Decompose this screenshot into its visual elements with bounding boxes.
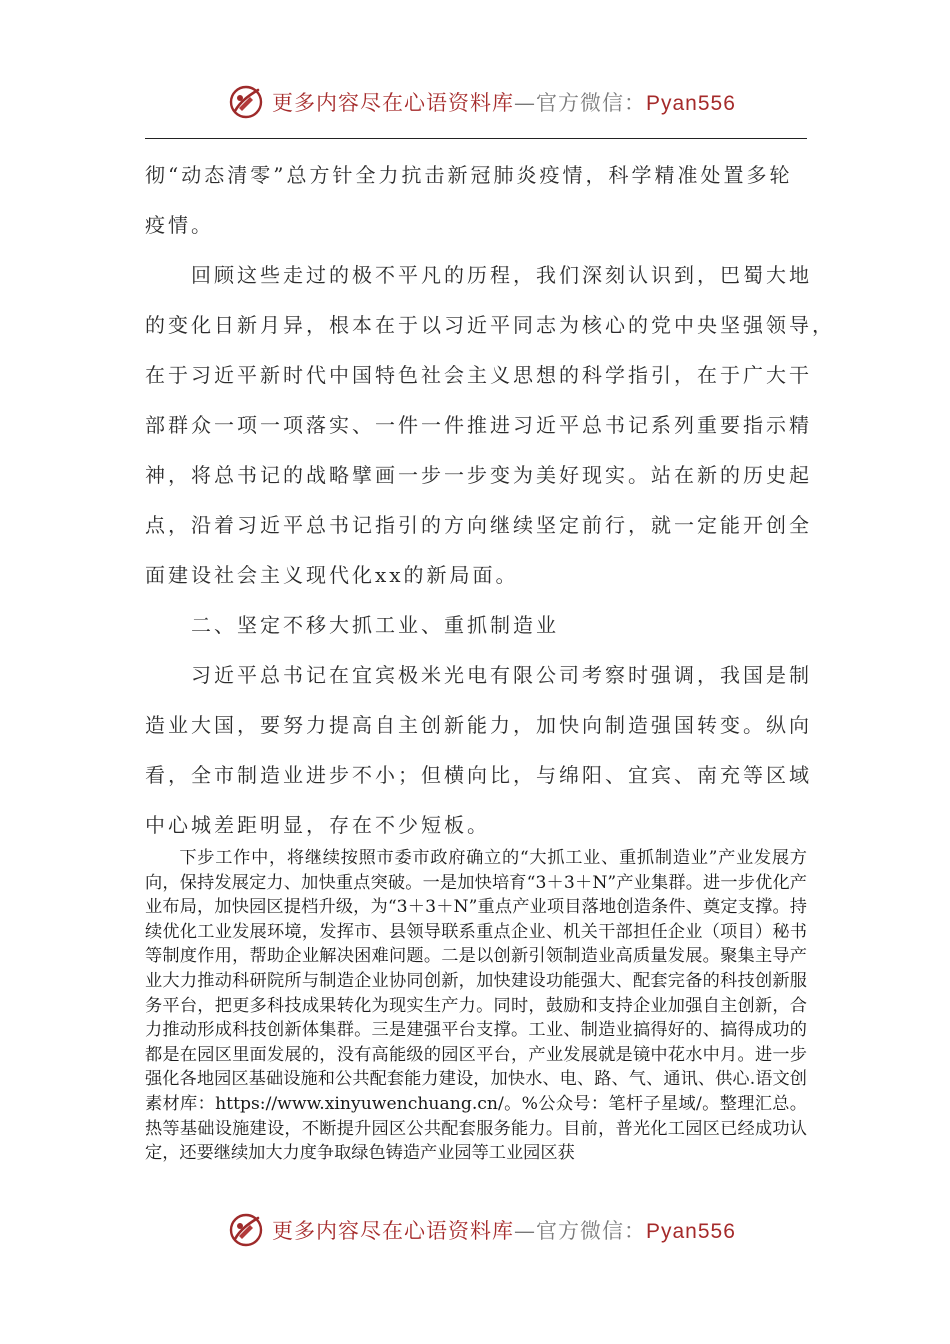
body-line: 造业大国，要努力提高自主创新能力，加快向制造强国转变。纵向: [145, 713, 812, 737]
brand-logo-icon: [228, 84, 264, 120]
header-separator: —: [514, 91, 536, 115]
header-brand: 更多内容尽在心语资料库: [272, 91, 514, 115]
body-line: 看，全市制造业进步不小；但横向比，与绵阳、宜宾、南充等区域: [145, 763, 812, 787]
body-line: 点，沿着习近平总书记指引的方向继续坚定前行，就一定能开创全: [145, 513, 812, 537]
body-line: 回顾这些走过的极不平凡的历程，我们深刻认识到，巴蜀大地: [191, 263, 812, 287]
body-line: 疫情。: [145, 213, 214, 237]
brand-logo-icon: [228, 1212, 264, 1248]
footer-wechat-id: Pyan556: [646, 1220, 736, 1243]
header-banner: [228, 82, 748, 122]
header-wechat-id: Pyan556: [646, 92, 736, 115]
footer-banner-text: [272, 1215, 736, 1245]
body-line: 中心城差距明显，存在不少短板。: [145, 813, 490, 837]
body-line: 面建设社会主义现代化xx的新局面。: [145, 563, 519, 587]
section-heading: 二、坚定不移大抓工业、重抓制造业: [191, 613, 559, 637]
body-line: 的变化日新月异，根本在于以习近平同志为核心的党中央坚强领导，: [145, 313, 835, 337]
body-line: 在于习近平新时代中国特色社会主义思想的科学指引，在于广大干: [145, 363, 812, 387]
body-line: 习近平总书记在宜宾极米光电有限公司考察时强调，我国是制: [191, 663, 812, 687]
header-banner-text: [272, 87, 736, 117]
footer-separator: —: [514, 1219, 536, 1243]
dense-paragraph: 下步工作中，将继续按照市委市政府确立的“大抓工业、重抓制造业”产业发展方向，保持发展定力、加快重点突破。一是加快培育“3＋3＋N”产业集群。进一步优化产业布局，加快园区提档升级，为“3＋3＋N”重点产业项目落地创造条件、奠定支撑。持续优化工业发展环境，发挥市、县领导联系重点企业、机关干部担任企业（项目）秘书等制度作用，帮助企业解决困难问题。二是以创新引领制造业高质量发展。聚集主导产业大力推动科研院所与制造企业协同创新，加快建设功能强大、配套完备的科技创新服务平台，把更多科技成果转化为现实生产力。同时，鼓励和支持企业加强自主创新，合力推动形成科技创新体集群。三是建强平台支撑。工业、制造业搞得好的、搞得成功的都是在园区里面发展的，没有高能级的园区平台，产业发展就是镜中花水中月。进一步强化各地园区基础设施和公共配套能力建设，加快水、电、路、气、通讯、供心.语文创素材库：https://www.xinyuwenchuang.cn/。%公众号：笔杆子星域/。整理汇总。热等基础设施建设，不断提升园区公共配套服务能力。目前，普光化工园区已经成功认定，还要继续加大力度争取绿色铸造产业园等工业园区获: [145, 848, 807, 1164]
footer-brand: 更多内容尽在心语资料库: [272, 1219, 514, 1243]
body-line: 部群众一项一项落实、一件一件推进习近平总书记系列重要指示精: [145, 413, 812, 437]
footer-banner: [228, 1210, 748, 1250]
header-label: 官方微信：: [536, 91, 646, 115]
body-line: 神，将总书记的战略擘画一步一步变为美好现实。站在新的历史起: [145, 463, 812, 487]
footer-label: 官方微信：: [536, 1219, 646, 1243]
body-line: 彻“动态清零”总方针全力抗击新冠肺炎疫情，科学精准处置多轮: [145, 163, 793, 187]
header-divider: [145, 138, 807, 139]
